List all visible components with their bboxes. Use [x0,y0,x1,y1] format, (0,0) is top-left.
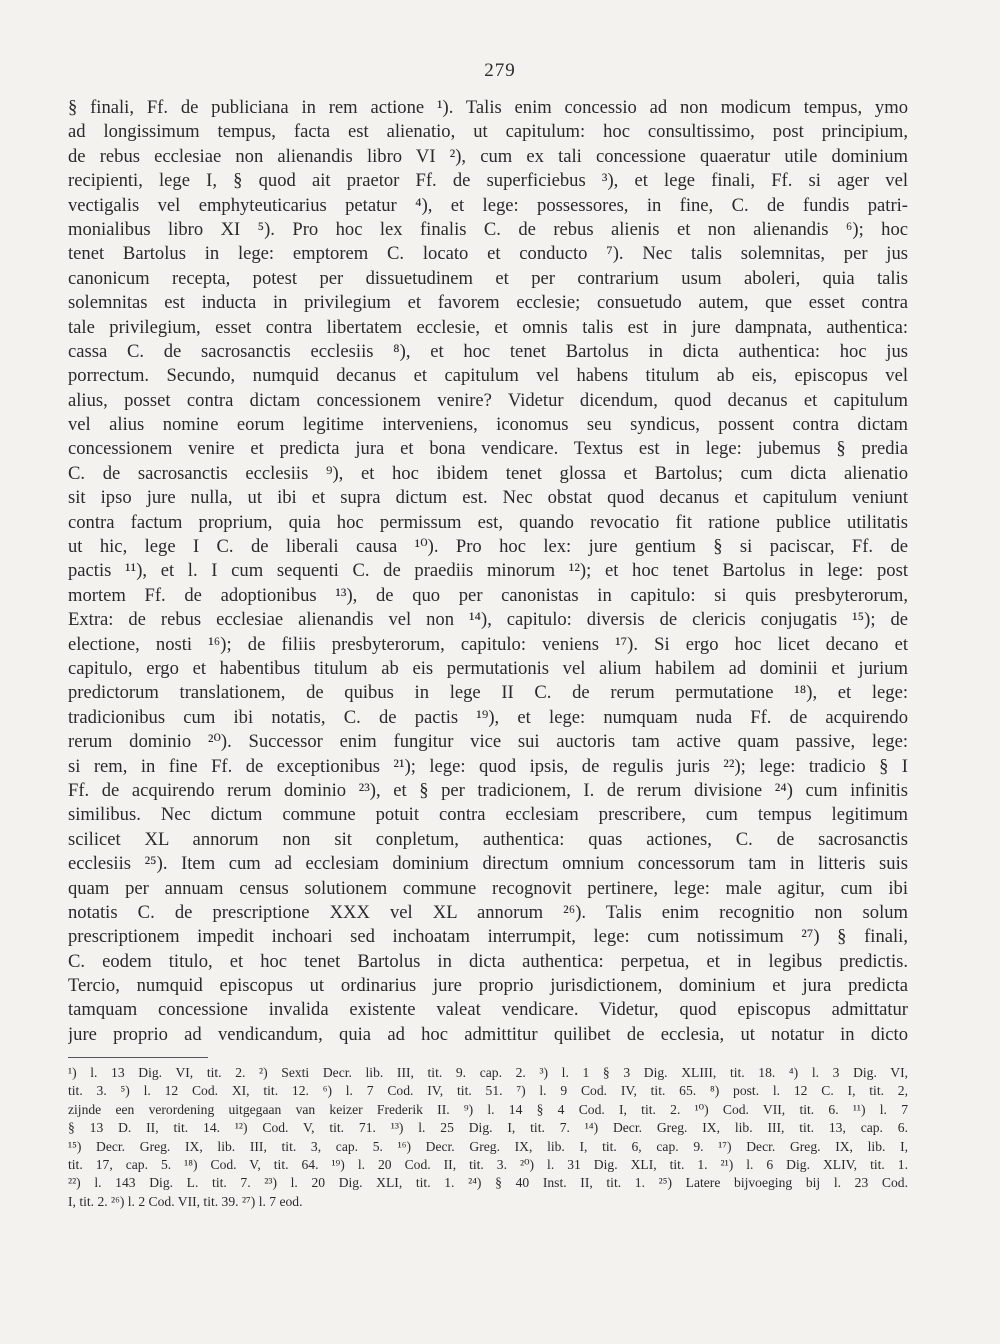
footnote-line: § 13 D. II, tit. 14. ¹²) Cod. V, tit. 71. ¹³) l. 25 Dig. I, tit. 7. ¹⁴) Decr. Greg. IX, lib. III, tit. 13, cap. 6. [68,1120,908,1136]
text-line: Ff. de acquirendo rerum dominio ²³), et § per tradicionem, I. de rerum divisione ²⁴) cum infinitis [68,779,908,801]
text-line: pactis ¹¹), et l. I cum sequenti C. de praediis minorum ¹²); et hoc tenet Bartolus in lege: post [68,560,908,582]
text-line: predictorum translationem, de quibus in lege II C. de rerum permutatione ¹⁸), et lege: [68,682,908,704]
footnote-divider [68,1057,208,1058]
text-line: sit ipso jure nulla, ut ibi et supra dictum est. Nec obstat quod decanus et capitulum veniunt [68,487,908,509]
text-line: jure proprio ad vendicandum, quia ad hoc admittitur quilibet de ecclesia, ut notatur in dicto [68,1023,908,1045]
footnote-line: ¹) l. 13 Dig. VI, tit. 2. ²) Sexti Decr. lib. III, tit. 9. cap. 2. ³) l. 1 § 3 Dig. XLIII, tit. 18. ⁴) l. 3 Dig. VI, [68,1065,908,1080]
text-line: vectigalis vel emphyteuticarius petatur ⁴), et lege: possessores, in fine, C. de fundis patri- [68,194,908,216]
text-line: Extra: de rebus ecclesiae alienandis vel non ¹⁴), capitulo: diversis de clericis conjugatis ¹⁵); de [68,609,908,631]
text-line: alius, posset contra dictam concessionem venire? Videtur dicendum, quod decanus et capitulum [68,389,908,411]
text-line: porrectum. Secundo, numquid decanus et capitulum vel habens titulum ab eis, episcopus vel [68,365,908,387]
text-line: prescriptionem impedit inchoari sed inchoatam interrumpit, lege: cum notissimum ²⁷) § finali, [68,926,908,948]
text-line: electione, nosti ¹⁶); de filiis presbyterorum, capitulo: veniens ¹⁷). Si ergo hoc licet decano et [68,633,908,655]
text-line: ad longissimum tempus, facta est alienatio, ut capitulum: hoc consultissimo, post principium, [68,121,908,143]
text-line: tamquam concessione invalida existente valeat vendicare. Videtur, quod episcopus admittatur [68,999,908,1021]
text-line: Tercio, numquid episcopus ut ordinarius jure proprio jurisdictionem, dominium et jura predicta [68,975,908,997]
footnote-line: ²²) l. 143 Dig. L. tit. 7. ²³) l. 20 Dig. XLI, tit. 1. ²⁴) § 40 Inst. II, tit. 1. ²⁵) Latere bijvoeging bij l. 23 Cod. [68,1175,908,1191]
text-line: si rem, in fine Ff. de exceptionibus ²¹); lege: quod ipsis, de regulis juris ²²); lege: tradicio § I [68,755,908,777]
text-line: capitulo, ergo et habentibus titulum ab eis permutationis vel alium habilem ad dominii et jurium [68,657,908,679]
text-line: de rebus ecclesiae non alienandis libro VI ²), cum ex tali concessione quaeratur utile dominium [68,145,908,167]
text-line: contra factum proprium, quia hoc permissum est, quando revocatio fit ratione publice utilitatis [68,511,908,533]
text-line: quam per annuam census solutionem commune recognovit pertinere, lege: male agitur, cum ibi [68,877,908,899]
text-line: tradicionibus cum ibi notatis, C. de pactis ¹⁹), et lege: numquam nuda Ff. de acquirendo [68,706,908,728]
text-line: solemnitas est inducta in privilegium et favorem ecclesie; consuetudo autem, que esset contra [68,292,908,314]
footnotes [68,1064,908,1211]
text-line: C. eodem titulo, et hoc tenet Bartolus in dicta authentica: perpetua, et in legibus predictis. [68,950,908,972]
text-line: recipienti, lege I, § quod ait praetor Ff. de superficiebus ³), et lege finali, Ff. si ager vel [68,170,908,192]
text-line: ecclesiis ²⁵). Item cum ad ecclesiam dominium directum omnium concessorum tam in litteris suis [68,853,908,875]
text-line: similibus. Nec dictum commune potuit contra ecclesiam prescribere, cum tempus legitimum [68,804,908,826]
footnote-line: I, tit. 2. ²⁶) l. 2 Cod. VII, tit. 39. ²⁷) l. 7 eod. [68,1193,303,1209]
text-line: canonicum recepta, potest per dissuetudinem et per contrarium usum aboleri, quia talis [68,267,908,289]
text-line: rerum dominio ²⁰). Successor enim fungitur vice sui auctoris tam active quam passive, lege: [68,731,908,753]
page-number: 279 [484,60,516,81]
footnote-line: tit. 17, cap. 5. ¹⁸) Cod. V, tit. 64. ¹⁹) l. 20 Cod. II, tit. 3. ²⁰) l. 31 Dig. XLI, tit. 1. ²¹) l. 6 Dig. XLIV, tit. 1. [68,1156,908,1172]
footnote-line: tit. 3. ⁵) l. 12 Cod. XI, tit. 12. ⁶) l. 7 Cod. IV, tit. 51. ⁷) l. 9 Cod. IV, tit. 65. ⁸) post. l. 12 C. I, tit. 2, [68,1083,908,1099]
text-line: notatis C. de prescriptione XXX vel XL annorum ²⁶). Talis enim recognitio non solum [68,901,908,923]
text-line: mortem Ff. de adoptionibus ¹³), de quo per canonistas in capitulo: si quis presbyterorum, [68,584,908,606]
body-text [68,96,908,1047]
text-line: cassa C. de sacrosanctis ecclesiis ⁸), et hoc tenet Bartolus in dicta authentica: hoc jus [68,340,908,362]
text-line: tenet Bartolus in lege: emptorem C. locato et conducto ⁷). Nec talis solemnitas, per jus [68,243,908,265]
text-line: monialibus libro XI ⁵). Pro hoc lex finalis C. de rebus alienis et non alienandis ⁶); hoc [68,218,908,240]
text-line: C. de sacrosanctis ecclesiis ⁹), et hoc ibidem tenet glossa et Bartolus; cum dicta alienatio [68,462,908,484]
text-line: ut hic, lege I C. de liberali causa ¹⁰). Pro hoc lex: jure gentium § si paciscar, Ff. de [68,536,908,558]
text-line: vel alius nomine eorum legitime interveniens, iconomus seu syndicus, possent contra dictam [68,414,908,436]
text-line: scilicet XL annorum non sit conpletum, authentica: quas actiones, C. de sacrosanctis [68,828,908,850]
text-line: concessionem venire et predicta jura et bona vendicare. Textus est in lege: jubemus § predia [68,438,908,460]
text-line: § finali, Ff. de publiciana in rem actione ¹). Talis enim concessio ad non modicum tempus, ymo [68,97,908,118]
footnote-line: zijnde een verordening uitgegaan van keizer Frederik II. ⁹) l. 14 § 4 Cod. I, tit. 2. ¹⁰) Cod. VII, tit. 6. ¹¹) l. 7 [68,1101,908,1117]
text-line: tale privilegium, esset contra libertatem ecclesie, et omnis talis est in jure dampnata, authentica: [68,316,908,338]
footnote-line: ¹⁵) Decr. Greg. IX, lib. III, tit. 3, cap. 5. ¹⁶) Decr. Greg. IX, lib. I, tit. 6, cap. 9. ¹⁷) Decr. Greg. IX, lib. I, [68,1138,908,1154]
